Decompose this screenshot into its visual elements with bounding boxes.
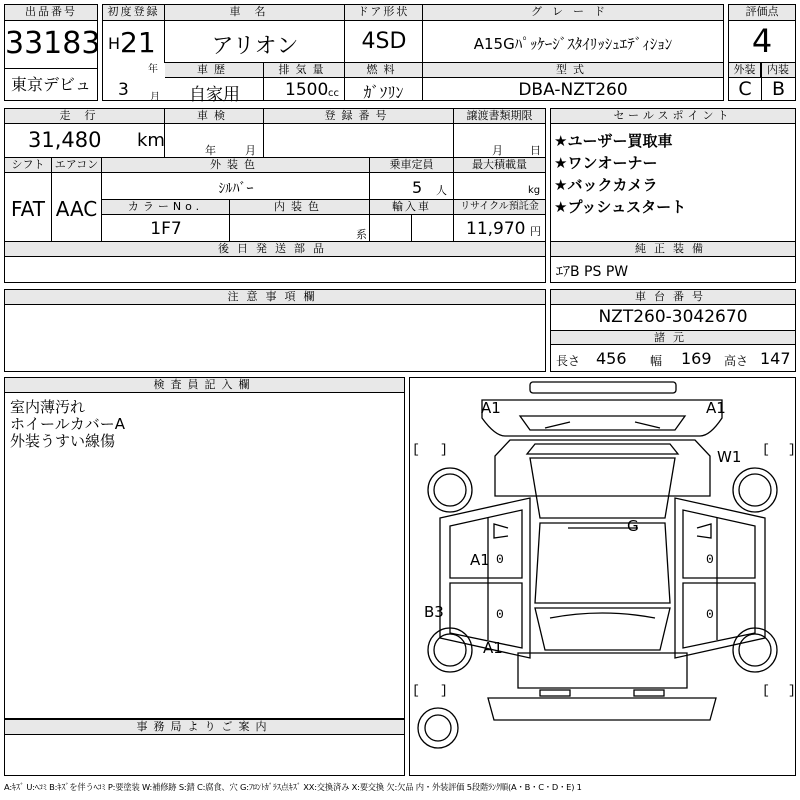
chassis-number: NZT260-3042670: [598, 307, 748, 327]
recycle-unit: 円: [530, 225, 541, 238]
svg-text:[: [: [762, 442, 770, 457]
displacement-value: 1500: [285, 80, 329, 100]
reg-no-label: 登録番号: [264, 109, 454, 124]
damage-mark: A1: [706, 399, 726, 417]
int-color-unit: 系: [356, 228, 367, 241]
height-value: 147: [760, 349, 791, 368]
svg-text:]: ]: [788, 442, 796, 457]
svg-text:0: 0: [706, 607, 714, 622]
lot-number-label: 出品番号: [5, 5, 97, 21]
car-name-label: 車名: [165, 5, 345, 21]
history-value: 自家用: [189, 85, 240, 105]
sales-point-item: ★バックカメラ: [554, 176, 658, 194]
displacement-unit: cc: [328, 88, 339, 99]
color-value: ｼﾙﾊﾞｰ: [218, 181, 254, 197]
first-reg-label: 初度登録: [103, 5, 165, 21]
door-label: ドア形状: [345, 5, 423, 21]
inspector-label: 検査員記入欄: [5, 378, 404, 393]
svg-text:0: 0: [496, 552, 504, 567]
inspector-line: ホイールカバーA: [10, 415, 125, 433]
length-value: 456: [596, 349, 627, 368]
sales-point-item: ★ユーザー買取車: [554, 132, 673, 150]
import-label: 輸入車: [370, 200, 454, 215]
exterior-label: 外装: [729, 63, 761, 78]
transfer-day-unit: 日: [530, 144, 541, 157]
exterior-grade: C: [738, 78, 752, 100]
load-unit: kg: [528, 185, 541, 196]
interior-grade: B: [771, 78, 786, 100]
recycle-value: 11,970: [466, 219, 526, 239]
recycle-label: リサイクル預託金: [454, 200, 545, 215]
sales-point-item: ★プッシュスタート: [554, 198, 687, 216]
load-label: 最大積載量: [454, 158, 545, 173]
svg-text:[: [: [412, 442, 420, 457]
chassis-label: 車台番号: [551, 290, 795, 305]
inspection-label: 車検: [165, 109, 264, 124]
damage-mark: G: [627, 517, 639, 535]
grade-label: グレード: [423, 5, 723, 21]
int-color-label: 内装色: [230, 200, 370, 215]
height-label: 高さ: [724, 354, 749, 368]
capacity-value: 5: [412, 178, 423, 197]
shift-label: シフト: [5, 158, 52, 173]
equipment-value: ｴｱB PS PW: [556, 264, 629, 280]
svg-text:]: ]: [788, 683, 796, 698]
score-label: 評価点: [729, 5, 795, 21]
color-no-value: 1F7: [150, 219, 182, 239]
car-name: アリオン: [211, 34, 299, 59]
width-value: 169: [681, 349, 712, 368]
damage-mark: W1: [717, 448, 742, 466]
color-no-label: カラーNo.: [102, 200, 230, 215]
svg-text:0: 0: [496, 607, 504, 622]
office-label: 事務局よりご案内: [5, 720, 404, 735]
damage-mark: A1: [483, 639, 503, 657]
svg-text:]: ]: [440, 442, 448, 457]
model-value: DBA-NZT260: [518, 80, 628, 100]
ac-value: AAC: [55, 197, 98, 221]
equipment-label: 純正装備: [551, 242, 795, 257]
width-label: 幅: [650, 354, 663, 368]
damage-mark: A1: [481, 399, 501, 417]
fuel-label: 燃料: [345, 63, 422, 78]
capacity-unit: 人: [436, 184, 447, 197]
auction-venue: 東京デビュ: [10, 75, 91, 94]
damage-mark: B3: [424, 603, 444, 621]
mileage-unit: km: [137, 130, 165, 151]
capacity-label: 乗車定員: [370, 158, 454, 173]
footer-legend: A:ｷｽﾞ U:ﾍｺﾐ B:ｷｽﾞを伴うﾍｺﾐ P:要塗装 W:補修跡 S:錆 C:腐食、穴 G:ﾌﾛﾝﾄｶﾞﾗｽ点ｷｽﾞ XX:交換済み X:要交換 欠:欠品 内・外装評価 5段階ﾗﾝｸ順(A・B・C・D・E) 1: [4, 782, 582, 792]
transfer-label: 譲渡書類期限: [454, 109, 545, 124]
svg-text:0: 0: [706, 552, 714, 567]
parts-label: 後日発送部品: [5, 242, 545, 257]
sales-point-item: ★ワンオーナー: [554, 154, 658, 172]
era-value: H: [108, 34, 121, 53]
car-diagram: [410, 378, 795, 775]
notes-label: 注意事項欄: [5, 290, 545, 305]
fuel-value: ｶﾞｿﾘﾝ: [363, 83, 404, 102]
inspector-line: 外装うすい線傷: [10, 432, 116, 450]
svg-text:[: [: [762, 683, 770, 698]
shift-value: FAT: [10, 197, 45, 221]
svg-text:[: [: [412, 683, 420, 698]
sales-points-label: セールスポイント: [551, 109, 795, 124]
lot-number: 33183: [5, 26, 101, 61]
displacement-label: 排気量: [264, 63, 344, 78]
history-label: 車歴: [165, 63, 264, 78]
svg-text:]: ]: [440, 683, 448, 698]
month-value: 3: [118, 80, 129, 100]
damage-mark: A1: [470, 551, 490, 569]
mileage-value: 31,480: [28, 128, 102, 152]
year-unit: 年: [148, 64, 158, 75]
mileage-label: 走行: [5, 109, 165, 124]
length-label: 長さ: [556, 354, 581, 368]
score-value: 4: [751, 22, 773, 60]
month-unit: 月: [150, 92, 160, 103]
ac-label: エアコン: [52, 158, 102, 173]
specs-label: 諸元: [551, 330, 795, 345]
transfer-month-unit: 月: [492, 144, 503, 157]
model-label: 型式: [423, 63, 723, 78]
inspector-line: 室内薄汚れ: [10, 398, 86, 416]
interior-label: 内装: [761, 63, 795, 78]
inspection-year-unit: 年: [205, 144, 216, 157]
year-value: 21: [120, 26, 156, 59]
inspection-month-unit: 月: [245, 144, 256, 157]
door-type: 4SD: [361, 29, 407, 54]
color-label: 外装色: [102, 158, 370, 173]
grade-value: A15Gﾊﾟｯｹｰｼﾞｽﾀｲﾘｯｼｭｴﾃﾞｨｼｮﾝ: [473, 35, 673, 53]
